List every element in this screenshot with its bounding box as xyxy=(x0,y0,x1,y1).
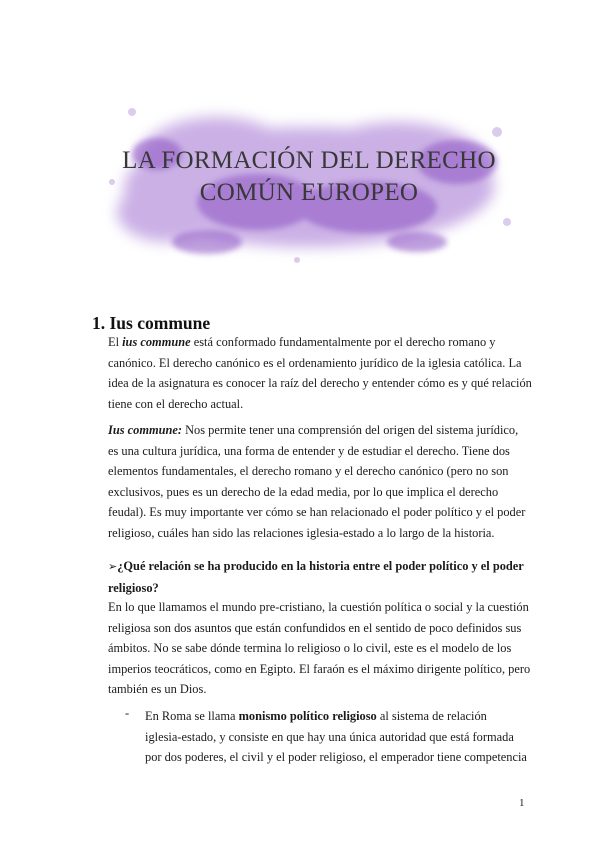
paragraph-3: En lo que llamamos el mundo pre-cristiano, la cuestión política o social y la cuestión religiosa son dos asuntos que están confundidos en el sentido de poco definidos sus ámbitos. No se sabe dónde termina lo religioso o lo civil, este es el modelo de los imperios teocráticos, como en Egipto. El faraón es el máximo dirigente político, pero también es un Dios. xyxy=(108,600,531,696)
question-heading: ➢¿Qué relación se ha producido en la historia entre el poder político y el poder religioso? xyxy=(108,559,524,595)
list-dash: - xyxy=(125,706,130,720)
section-heading: 1. Ius commune xyxy=(92,313,211,333)
list-item: En Roma se llama monismo político religioso al sistema de relación iglesia-estado, y consiste en que hay una única autoridad que está formada por dos poderes, el civil y el poder religioso, el emperador tiene competencia xyxy=(145,709,527,764)
page-number: 1 xyxy=(519,797,525,809)
arrow-bullet-icon: ➢ xyxy=(108,560,118,573)
paragraph-2: Ius commune: Nos permite tener una comprensión del origen del sistema jurídico, es una cultura jurídica, una forma de entender y de estudiar el derecho. Tiene dos elementos fundamentales, el derecho romano y el derecho canónico (pero no son exclusivos, pues es un derecho de la edad media, por lo que implica el derecho feudal). Es muy importante ver cómo se han relacionado el poder político y el poder religioso, cuáles han sido las relaciones iglesia-estado a lo largo de la historia. xyxy=(108,423,526,540)
paragraph-1: El ius commune está conformado fundamentalmente por el derecho romano y canónico. El derecho canónico es el ordenamiento jurídico de la iglesia católica. La idea de la asignatura es conocer la raíz del derecho y entender cómo es y qué relación tiene con el derecho actual. xyxy=(108,335,532,411)
page-title: LA FORMACIÓN DEL DERECHO COMÚN EUROPEO xyxy=(122,147,496,206)
title-banner xyxy=(97,92,521,270)
